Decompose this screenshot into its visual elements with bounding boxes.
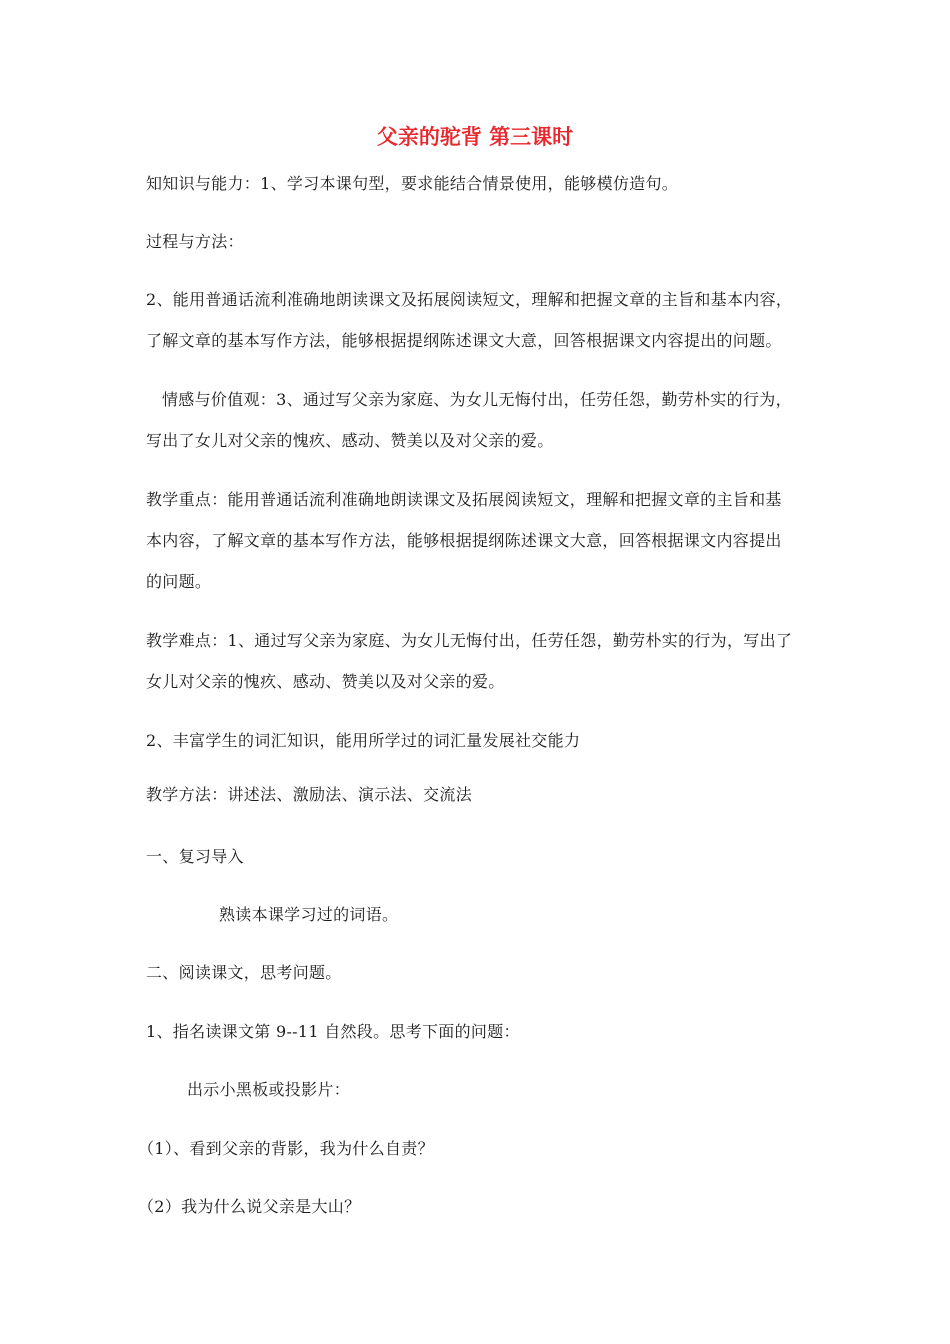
document-title: 父亲的驼背 第三课时 xyxy=(376,124,574,149)
text-line: 写出了女儿对父亲的愧疚、感动、赞美以及对父亲的爱。 xyxy=(146,431,554,450)
text-line: 二、阅读课文，思考问题。 xyxy=(146,963,342,982)
text-line: （1）、看到父亲的背影，我为什么自责？ xyxy=(138,1139,434,1158)
text-line: 的问题。 xyxy=(146,572,212,591)
text-line: 过程与方法： xyxy=(146,232,244,251)
text-line: 了解文章的基本写作方法，能够根据提纲陈述课文大意，回答根据课文内容提出的问题。 xyxy=(146,331,782,350)
text-line: 知知识与能力：1、学习本课句型，要求能结合情景使用，能够模仿造句。 xyxy=(146,174,679,193)
text-line: 情感与价值观：3、通过写父亲为家庭、为女儿无悔付出，任劳任怨，勤劳朴实的行为， xyxy=(162,390,792,409)
text-line: 本内容，了解文章的基本写作方法，能够根据提纲陈述课文大意，回答根据课文内容提出 xyxy=(146,531,782,550)
text-line: 2、能用普通话流利准确地朗读课文及拓展阅读短文，理解和把握文章的主旨和基本内容， xyxy=(146,290,793,309)
text-line: 教学难点：1、通过写父亲为家庭、为女儿无悔付出，任劳任怨，勤劳朴实的行为，写出了 xyxy=(146,631,793,650)
text-line: 2、丰富学生的词汇知识，能用所学过的词汇量发展社交能力 xyxy=(146,731,581,750)
text-line: （2）我为什么说父亲是大山？ xyxy=(138,1197,361,1216)
text-line: 出示小黑板或投影片： xyxy=(187,1080,351,1099)
text-line: 熟读本课学习过的词语。 xyxy=(219,905,399,924)
text-line: 教学重点：能用普通话流利准确地朗读课文及拓展阅读短文，理解和把握文章的主旨和基 xyxy=(146,490,782,509)
text-line: 1、指名读课文第 9--11 自然段。思考下面的问题： xyxy=(146,1022,520,1041)
text-line: 一、复习导入 xyxy=(146,847,244,866)
text-line: 女儿对父亲的愧疚、感动、赞美以及对父亲的爱。 xyxy=(146,672,505,691)
text-line: 教学方法：讲述法、激励法、演示法、交流法 xyxy=(146,785,473,804)
